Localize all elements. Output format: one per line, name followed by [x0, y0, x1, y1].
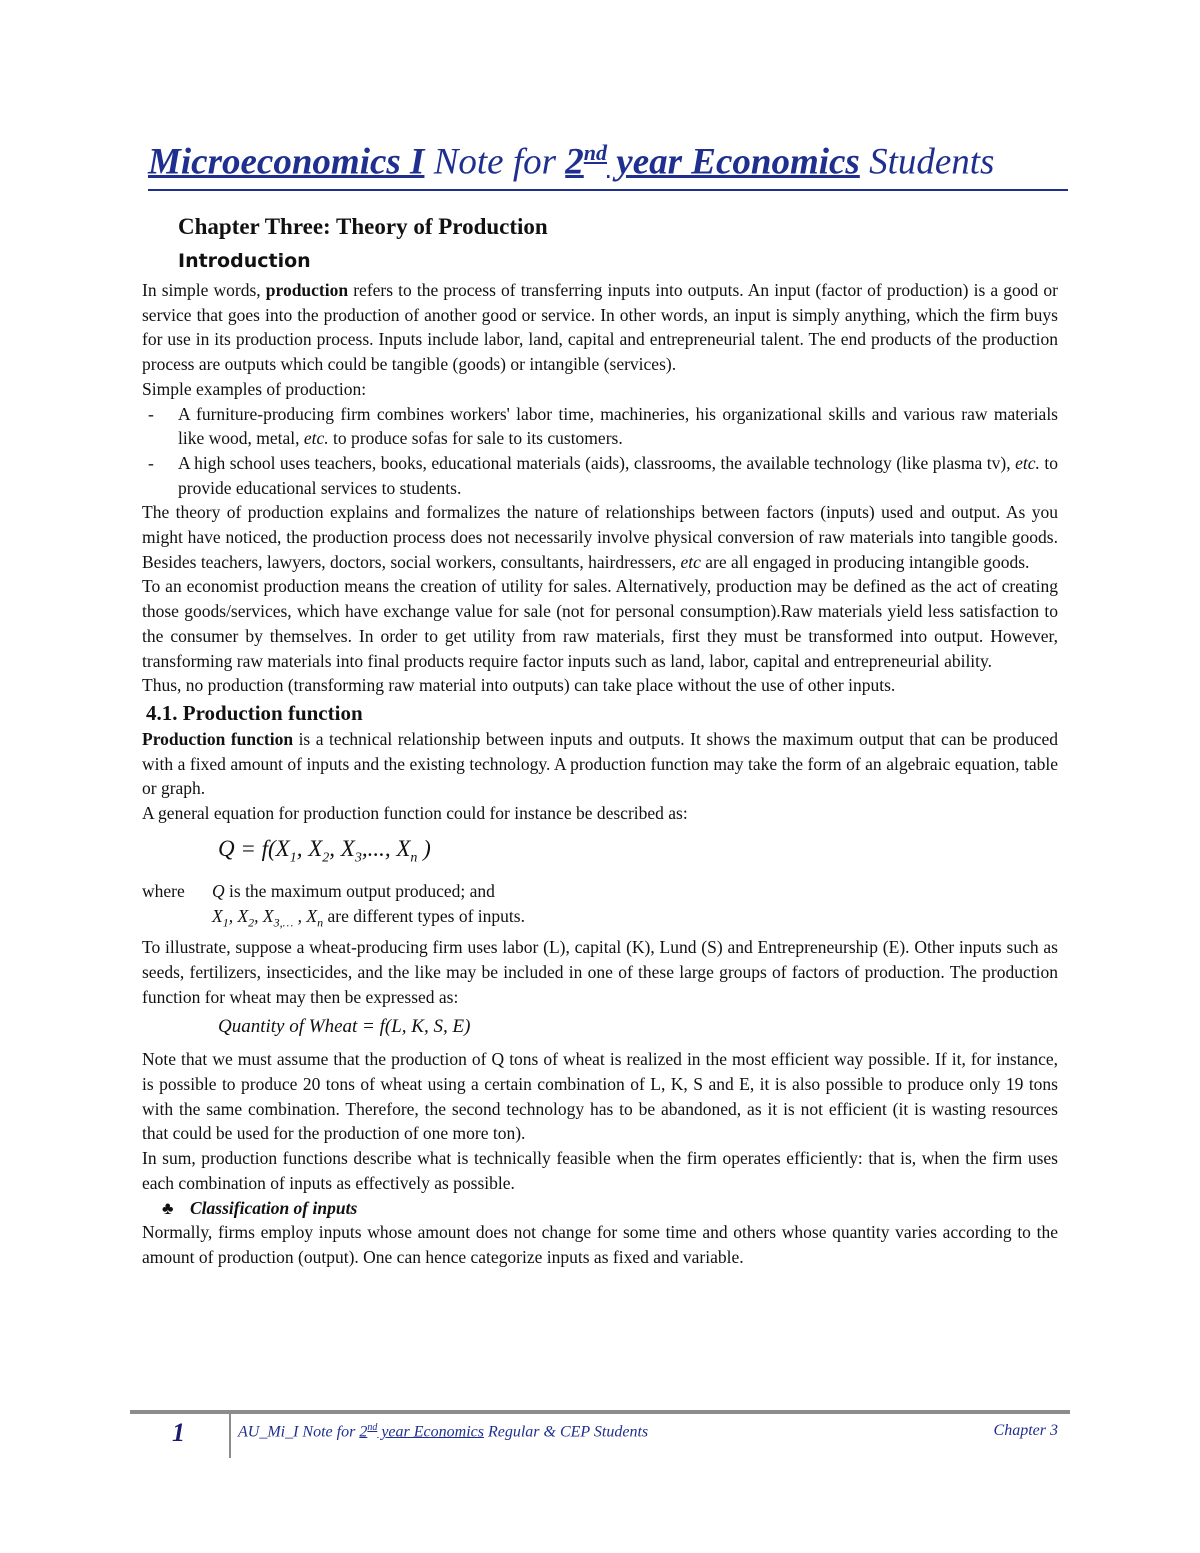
section-heading: 4.1. Production function: [146, 700, 363, 725]
eq-part: ,..., X: [361, 835, 411, 861]
club-icon: ♣: [162, 1197, 174, 1218]
paragraph: To illustrate, suppose a wheat-producing firm uses labor (L), capital (K), Lund (S) and Entrepreneurship (E). Other inputs such as seeds, fertilizers, insecticides, and the like may be included in one of these large groups of factors of production. The production function for wheat may then be expressed as:: [142, 937, 1058, 1007]
text: 2: [359, 1423, 368, 1441]
bold-term: production: [265, 280, 349, 300]
examples-intro: Simple examples of production:: [142, 378, 367, 399]
classification-heading: [162, 1196, 1058, 1221]
text: are different types of inputs.: [323, 906, 525, 927]
paragraph: A general equation for production function could for instance be described as:: [142, 803, 688, 824]
eq-part: ): [417, 835, 431, 861]
var-q: Q: [212, 881, 225, 902]
document-body: [142, 212, 1058, 1270]
paragraph: [142, 727, 1058, 801]
text: , X: [293, 906, 318, 927]
text: to produce sofas for sale to its customers.: [328, 428, 623, 449]
text: , X: [228, 906, 249, 927]
page-number: 1: [172, 1418, 185, 1447]
paragraph: Thus, no production (transforming raw material into outputs) can take place without the use of other inputs.: [142, 675, 896, 696]
eq-part: , X: [329, 835, 355, 861]
eq-sub: 2: [248, 915, 255, 930]
eq-sub: 3,…: [273, 915, 294, 930]
text: etc: [680, 551, 701, 572]
example-list: [142, 402, 1058, 501]
chapter-title: Chapter Three: Theory of Production: [178, 214, 548, 239]
list-item: [142, 451, 1058, 500]
header-title-part: Note for: [424, 141, 566, 183]
text: , X: [254, 906, 274, 927]
text: A furniture-producing firm combines workers' labor time, machineries, his organizational skills and various raw materials like wood, metal,: [178, 403, 1058, 449]
paragraph: [142, 278, 1058, 377]
text: Regular & CEP Students: [483, 1423, 649, 1441]
inputs-line: [142, 904, 1058, 935]
text: to provide educational services to students.: [178, 452, 1058, 498]
list-item: [142, 402, 1058, 451]
text: Classification of inputs: [190, 1197, 358, 1218]
header-superscript: nd: [583, 140, 608, 165]
footer-separator: [229, 1412, 231, 1458]
text: X: [212, 906, 223, 927]
paragraph: In sum, production functions describe what is technically feasible when the firm operates efficiently: that is, when the firm uses each combination of inputs as effectively as possible.: [142, 1148, 1058, 1193]
header-title-part: Students: [859, 141, 995, 183]
bold-term: Production function: [142, 728, 294, 749]
paragraph: [142, 500, 1058, 574]
production-equation: [218, 834, 1058, 874]
text: etc.: [1015, 452, 1040, 473]
var-x-list: [212, 906, 324, 930]
paragraph: Normally, firms employ inputs whose amount does not change for some time and others whose quantity varies according to the amount of production (output). One can hence categorize inputs as fixed and variable.: [142, 1222, 1058, 1267]
intro-heading: Introduction: [178, 250, 311, 272]
eq-sub: n: [410, 850, 418, 866]
eq-sub: 3: [354, 850, 362, 866]
where-line: [142, 879, 1058, 904]
where-text: [212, 879, 495, 904]
text: are all engaged in producing intangible goods.: [700, 551, 1030, 572]
footer-chapter: Chapter 3: [993, 1422, 1058, 1439]
eq-sub: n: [317, 915, 324, 930]
eq-sub: 1: [289, 850, 297, 866]
header-title-part: Microeconomics I: [148, 141, 425, 183]
text: The theory of production explains and formalizes the nature of relationships between factors (inputs) used and output. As you might have noticed, the production process does not necessarily involve physical conversion of raw materials into tangible goods. Besides teachers, lawyers, doctors, social workers, consultants, hairdressers,: [142, 502, 1058, 572]
where-label: where: [142, 881, 185, 902]
eq-part: Q = f(X: [218, 835, 290, 861]
text: year Economics: [377, 1423, 484, 1441]
paragraph: To an economist production means the creation of utility for sales. Alternatively, production may be defined as the act of creating those goods/services, which have exchange value for sale (not for personal consumption).Raw materials yield less satisfaction to the consumer by themselves. In order to get utility from raw materials, first they must be transformed into output. However, transforming raw materials into final products require factor inputs such as land, labor, capital and entrepreneurial ability.: [142, 576, 1058, 671]
header-title-part: 2: [565, 141, 584, 183]
eq-sub: 2: [322, 850, 330, 866]
text: etc.: [303, 428, 329, 449]
dash-bullet: -: [148, 403, 154, 424]
eq-part: , X: [296, 835, 323, 861]
footer-text: [238, 1422, 648, 1441]
document-header: [148, 140, 1068, 191]
footer-divider: [130, 1410, 1070, 1414]
text: refers to the process of transferring inputs into outputs. An input (factor of production) is a good or service that goes into the production of another good or service. In other words, an input is simply anything, which the firm buys for use in its production process. Inputs include labor, land, capital and entrepreneurial talent. The end products of the production process are outputs which could be tangible (goods) or intangible (services).: [142, 280, 1058, 375]
footer-superscript: nd: [367, 1422, 378, 1433]
wheat-equation: Quantity of Wheat = f(L, K, S, E): [218, 1016, 471, 1038]
paragraph: Note that we must assume that the production of Q tons of wheat is realized in the most efficient way possible. If it, for instance, is possible to produce 20 tons of wheat using a certain combination of L, K, S and E, it is also possible to produce only 19 tons with the same combination. Therefore, the second technology has to be abandoned, as it is not efficient (it is wasting resources that could be used for the production of one more ton).: [142, 1049, 1058, 1144]
eq-sub: 1: [222, 915, 229, 930]
header-title-part: year Economics: [607, 141, 860, 183]
text: A high school uses teachers, books, educational materials (aids), classrooms, the available technology (like plasma tv),: [178, 452, 1016, 473]
dash-bullet: -: [148, 452, 154, 473]
text: is the maximum output produced; and: [224, 881, 495, 902]
text: is a technical relationship between inputs and outputs. It shows the maximum output that can be produced with a fixed amount of inputs and the existing technology. A production function may take the form of an algebraic equation, table or graph.: [142, 728, 1058, 799]
text: In simple words,: [142, 280, 266, 300]
text: AU_Mi_I Note for: [238, 1423, 360, 1441]
